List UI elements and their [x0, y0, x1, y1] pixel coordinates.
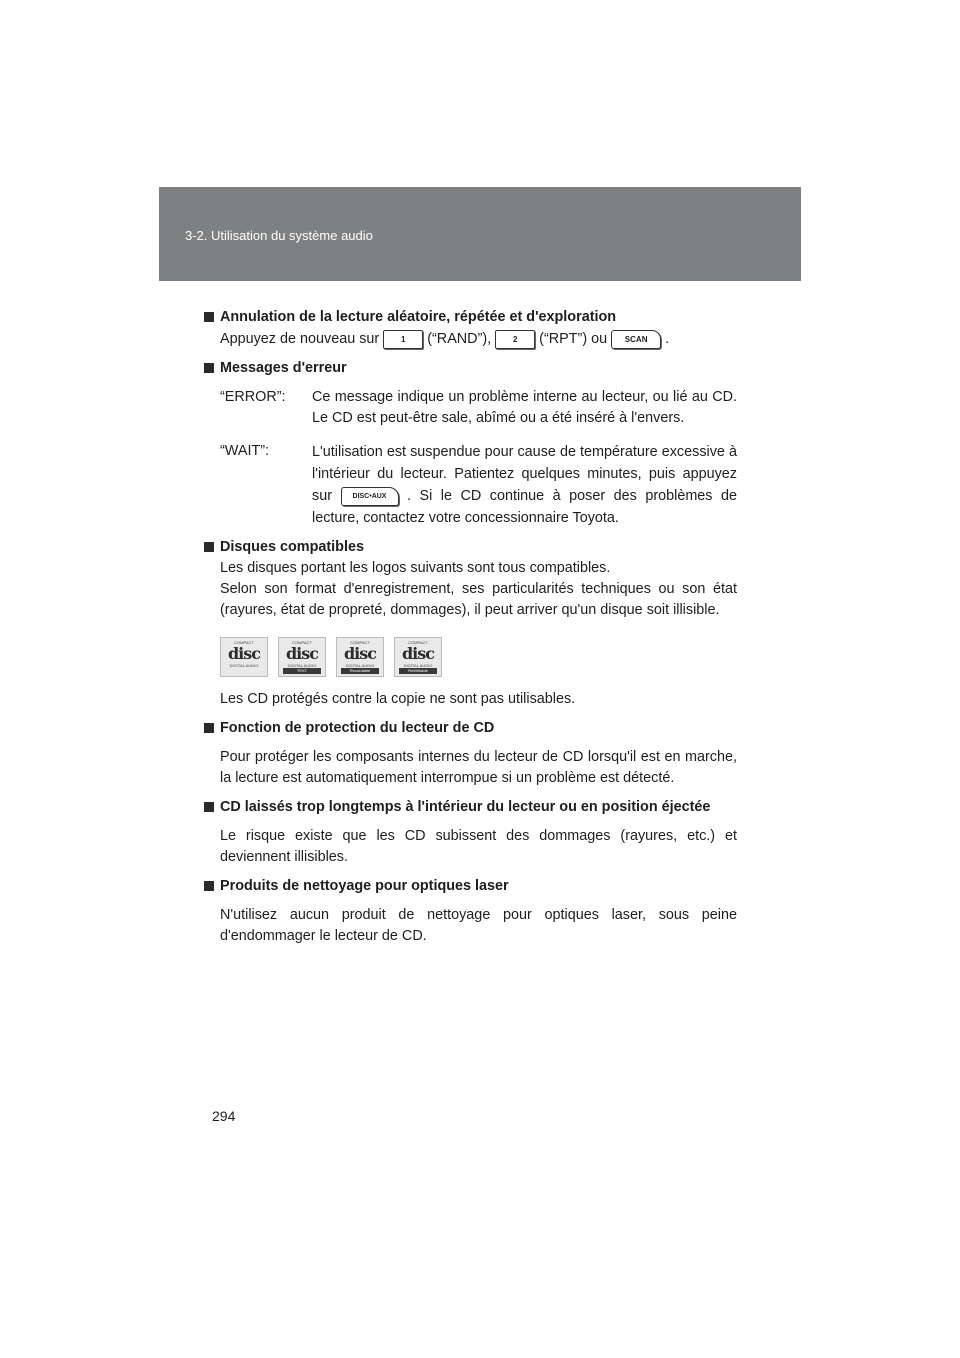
heading-text: Fonction de protection du lecteur de CD [220, 720, 495, 736]
cd-left-text: Le risque existe que les CD subissent des dommages (rayures, etc.) et deviennent illisibles. [220, 828, 737, 865]
cancel-modes-text [220, 328, 737, 350]
compact-disc-logo-icon [220, 637, 268, 677]
error-description: Ce message indique un problème interne au lecteur, ou lié au CD. Le CD est peut-être sale, abîmé ou a été inséré à l'envers. [312, 389, 737, 426]
compatible-text-2: Selon son format d'enregistrement, ses particularités techniques ou son état (rayures, état de propreté, dommages), il peut arriver qu'un disque soit illisible. [220, 581, 737, 618]
heading-text: Produits de nettoyage pour optiques laser [220, 878, 509, 894]
compatible-text-1: Les disques portant les logos suivants sont tous compatibles. [220, 560, 611, 576]
square-bullet-icon [204, 723, 214, 733]
text-fragment: . Si le CD continue à poser des problèmes de lecture, contactez votre concessionnaire Toyota. [312, 488, 738, 526]
section-title: 3-2. Utilisation du système audio [185, 228, 373, 243]
error-message-row [220, 387, 737, 429]
error-code: “ERROR”: [220, 389, 286, 405]
logo-text: DIGITAL AUDIO [403, 663, 433, 668]
heading-protection-function [204, 718, 737, 739]
logo-text: COMPACT [408, 640, 428, 645]
logo-tag: TEXT [283, 668, 321, 674]
compact-disc-rewritable-logo-icon [394, 637, 442, 677]
logo-text: disc [401, 644, 434, 663]
text-fragment: . [665, 331, 670, 347]
button-2-icon: 2 [495, 330, 535, 349]
logo-text: COMPACT [350, 640, 370, 645]
disc-logos [220, 637, 737, 677]
logo-text: COMPACT [234, 640, 254, 645]
protection-text: Pour protéger les composants internes du lecteur de CD lorsqu'il est en marche, la lecture est automatiquement interrompue si un problème est détecté. [220, 749, 737, 786]
wait-description [312, 441, 737, 529]
text-fragment: L'utilisation est suspendue pour cause de température excessive à l'intérieur du lecteur. Patientez quelques minutes, puis appuyez sur [312, 444, 737, 504]
heading-cd-left-in-player [204, 797, 737, 818]
heading-text: Disques compatibles [220, 539, 364, 555]
heading-compatible-discs [204, 537, 737, 558]
logo-text: DIGITAL AUDIO [287, 663, 317, 668]
scan-button-icon: SCAN [611, 330, 661, 349]
square-bullet-icon [204, 363, 214, 373]
wait-message-row [220, 441, 737, 529]
heading-text: Annulation de la lecture aléatoire, répétée et d'exploration [220, 309, 617, 325]
copy-protected-note: Les CD protégés contre la copie ne sont pas utilisables. [220, 691, 576, 707]
page-content [204, 307, 737, 947]
heading-laser-cleaners [204, 876, 737, 897]
text-fragment: (“RPT”) ou [539, 331, 608, 347]
logo-text: disc [343, 644, 376, 663]
text-fragment: Appuyez de nouveau sur [220, 331, 380, 347]
square-bullet-icon [204, 542, 214, 552]
compact-disc-text-logo-icon [278, 637, 326, 677]
text-fragment: (“RAND”), [427, 331, 492, 347]
compact-disc-recordable-logo-icon [336, 637, 384, 677]
wait-code: “WAIT”: [220, 443, 270, 459]
heading-text: CD laissés trop longtemps à l'intérieur du lecteur ou en position éjectée [220, 799, 711, 815]
square-bullet-icon [204, 881, 214, 891]
heading-cancel-modes [204, 307, 737, 328]
logo-text: disc [227, 644, 260, 663]
square-bullet-icon [204, 802, 214, 812]
button-1-icon: 1 [383, 330, 423, 349]
square-bullet-icon [204, 312, 214, 322]
heading-error-messages [204, 358, 737, 379]
laser-cleaners-text: N'utilisez aucun produit de nettoyage pour optiques laser, sous peine d'endommager le lecteur de CD. [220, 907, 737, 944]
section-header-band [159, 187, 801, 281]
logo-text: COMPACT [292, 640, 312, 645]
logo-text: DIGITAL AUDIO [229, 663, 259, 668]
heading-text: Messages d'erreur [220, 360, 347, 376]
disc-aux-button-icon: DISC•AUX [341, 487, 399, 506]
logo-text: disc [285, 644, 318, 663]
page-number: 294 [212, 1108, 236, 1124]
logo-text: DIGITAL AUDIO [345, 663, 375, 668]
logo-tag: ReWritable [399, 668, 437, 674]
logo-tag: Recordable [341, 668, 379, 674]
